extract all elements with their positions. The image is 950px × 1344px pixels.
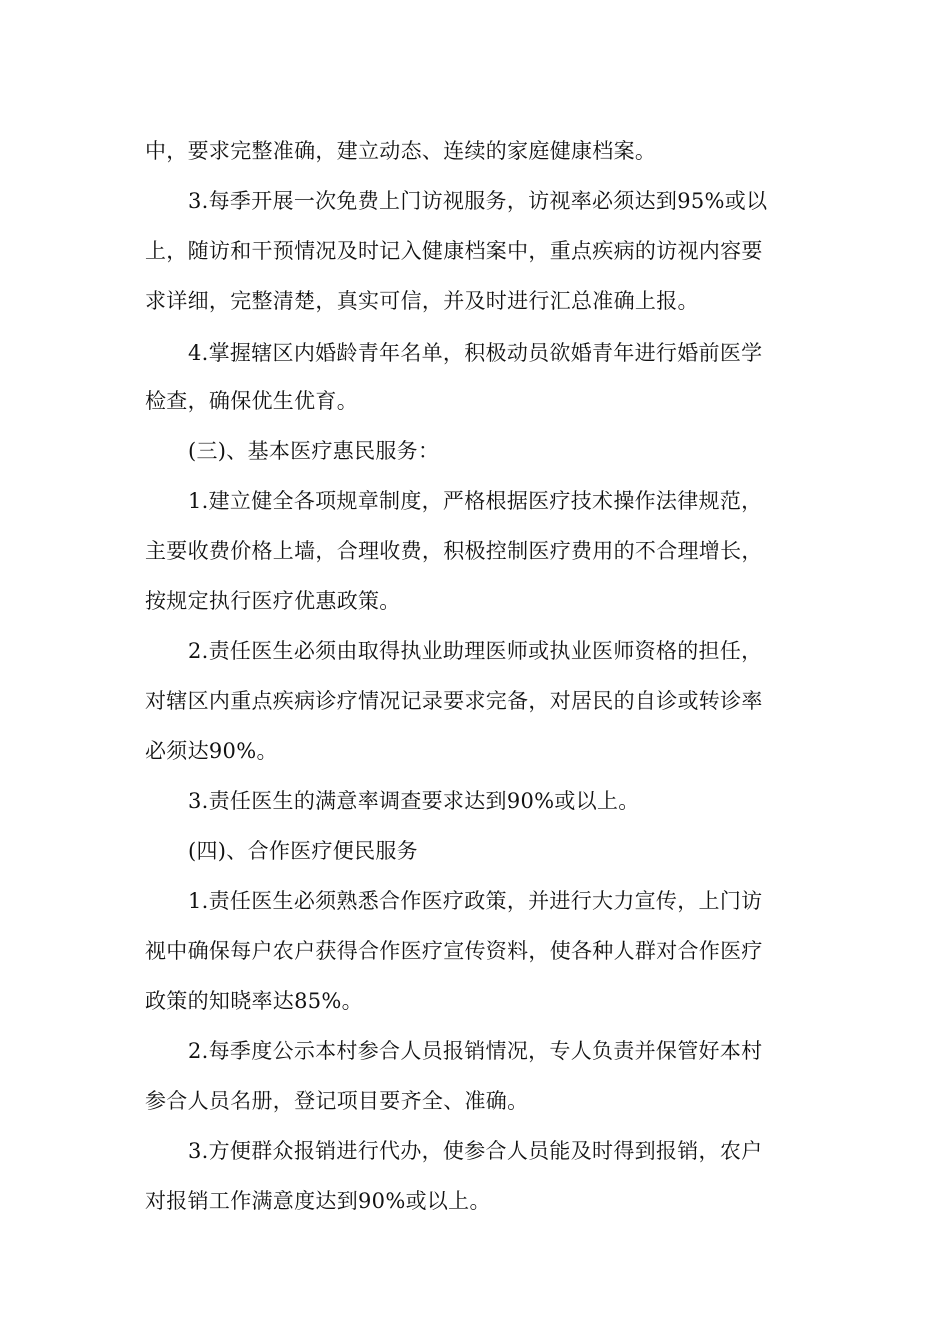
- text-line: 中，要求完整准确，建立动态、连续的家庭健康档案。: [145, 139, 657, 163]
- text-line: 主要收费价格上墙，合理收费，积极控制医疗费用的不合理增长，: [145, 539, 763, 563]
- section-heading: (三)、基本医疗惠民服务：: [188, 439, 440, 463]
- text-line: 2.每季度公示本村参合人员报销情况，专人负责并保管好本村: [188, 1039, 763, 1063]
- text-line: 必须达90%。: [145, 739, 278, 763]
- text-line: 2.责任医生必须由取得执业助理医师或执业医师资格的担任，: [188, 639, 763, 663]
- text-line: 对报销工作满意度达到90%或以上。: [145, 1189, 491, 1213]
- text-line: 上，随访和干预情况及时记入健康档案中，重点疾病的访视内容要: [145, 239, 763, 263]
- text-line: 1.建立健全各项规章制度，严格根据医疗技术操作法律规范，: [188, 489, 763, 513]
- section-heading: (四)、合作医疗便民服务: [188, 839, 418, 863]
- text-line: 政策的知晓率达85%。: [145, 989, 363, 1013]
- text-line: 1.责任医生必须熟悉合作医疗政策，并进行大力宣传，上门访: [188, 889, 763, 913]
- text-line: 检查，确保优生优育。: [145, 389, 358, 413]
- text-line: 按规定执行医疗优惠政策。: [145, 589, 401, 613]
- text-line: 对辖区内重点疾病诊疗情况记录要求完备，对居民的自诊或转诊率: [145, 689, 763, 713]
- text-line: 3.每季开展一次免费上门访视服务，访视率必须达到95%或以: [188, 189, 768, 213]
- text-line: 参合人员名册，登记项目要齐全、准确。: [145, 1089, 529, 1113]
- text-line: 3.方便群众报销进行代办，使参合人员能及时得到报销，农户: [188, 1139, 763, 1163]
- text-line: 4.掌握辖区内婚龄青年名单，积极动员欲婚青年进行婚前医学: [188, 341, 763, 365]
- text-line: 求详细，完整清楚，真实可信，并及时进行汇总准确上报。: [145, 289, 699, 313]
- text-line: 视中确保每户农户获得合作医疗宣传资料，使各种人群对合作医疗: [145, 939, 763, 963]
- text-line: 3.责任医生的满意率调查要求达到90%或以上。: [188, 789, 640, 813]
